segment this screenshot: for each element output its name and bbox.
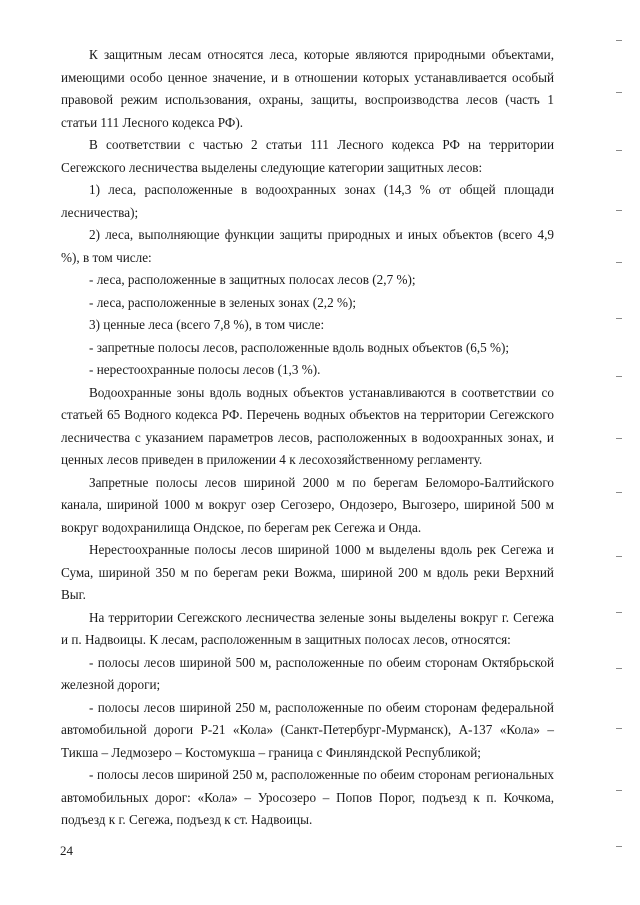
list-item-spawning-protection: - нерестоохранные полосы лесов (1,3 %).: [89, 362, 321, 377]
body-text: [61, 44, 554, 832]
paragraph-categories-intro: В соответствии с частью 2 статьи 111 Лесного кодекса РФ на территории Сегежского лесничества выделены следующие категории защитных лесов:: [61, 137, 554, 175]
paragraph-prohibited-strips: Запретные полосы лесов шириной 2000 м по берегам Беломоро-Балтийского канала, шириной 1000 м вокруг озер Сегозеро, Ондозеро, Выгозеро, шириной 500 м вокруг водохранилища Ондское, по берегам рек Сегежа и Онда.: [61, 474, 554, 535]
page-number: 24: [60, 843, 73, 858]
list-item-valuable-forests: 3) ценные леса (всего 7,8 %), в том числе:: [89, 317, 325, 332]
list-item-federal-road-strips: - полосы лесов шириной 250 м, расположенные по обеим сторонам федеральной автомобильной дороги Р-21 «Кола» (Санкт-Петербург-Мурманск), А-137 «Кола» – Тикша – Ледмозеро – Костомукша – граница с Финляндской Республикой;: [61, 699, 554, 760]
list-item-protective-strips: - леса, расположенные в защитных полосах лесов (2,7 %);: [89, 272, 416, 287]
list-item-prohibited-strips: - запретные полосы лесов, расположенные вдоль водных объектов (6,5 %);: [89, 339, 510, 355]
paragraph-green-zones: На территории Сегежского лесничества зеленые зоны выделены вокруг г. Сегежа и п. Надвоицы. К лесам, расположенным в защитных полосах лесов, относятся:: [61, 609, 554, 647]
list-item-green-zones: - леса, расположенные в зеленых зонах (2,2 %);: [89, 294, 357, 310]
paragraph-water-protection-zones: Водоохранные зоны вдоль водных объектов устанавливаются в соответствии со статьей 65 Водного кодекса РФ. Перечень водных объектов на территории Сегежского лесничества с указанием параметров лесов, расположенных в водоохранных зонах, и ценных лесов приведен в приложении 4 к лесохозяйственному регламенту.: [61, 384, 554, 467]
paragraph-protective-forests-definition: К защитным лесам относятся леса, которые являются природными объектами, имеющими особо ценное значение, и в отношении которых устанавливается особый правовой режим использования, охраны, защиты, воспроизводства лесов (часть 1 статьи 111 Лесного кодекса РФ).: [61, 47, 554, 130]
list-item-protection-functions: 2) леса, выполняющие функции защиты природных и иных объектов (всего 4,9 %), в том числе:: [61, 227, 554, 265]
list-item-regional-road-strips: - полосы лесов шириной 250 м, расположенные по обеим сторонам региональных автомобильных дорог: «Кола» – Уросозеро – Попов Порог, подъезд к п. Кочкома, подъезд к г. Сегежа, подъезд к ст. Надвоицы.: [61, 767, 554, 827]
paragraph-spawning-strips: Нерестоохранные полосы лесов шириной 1000 м выделены вдоль рек Сегежа и Сума, шириной 350 м по берегам реки Вожма, шириной 200 м вдоль реки Верхний Выг.: [61, 542, 554, 602]
scan-edge-marks: [616, 0, 632, 905]
list-item-water-protection-zones: 1) леса, расположенные в водоохранных зонах (14,3 % от общей площади лесничества);: [61, 182, 554, 220]
list-item-railway-strips: - полосы лесов шириной 500 м, расположенные по обеим сторонам Октябрьской железной дороги;: [61, 654, 554, 692]
